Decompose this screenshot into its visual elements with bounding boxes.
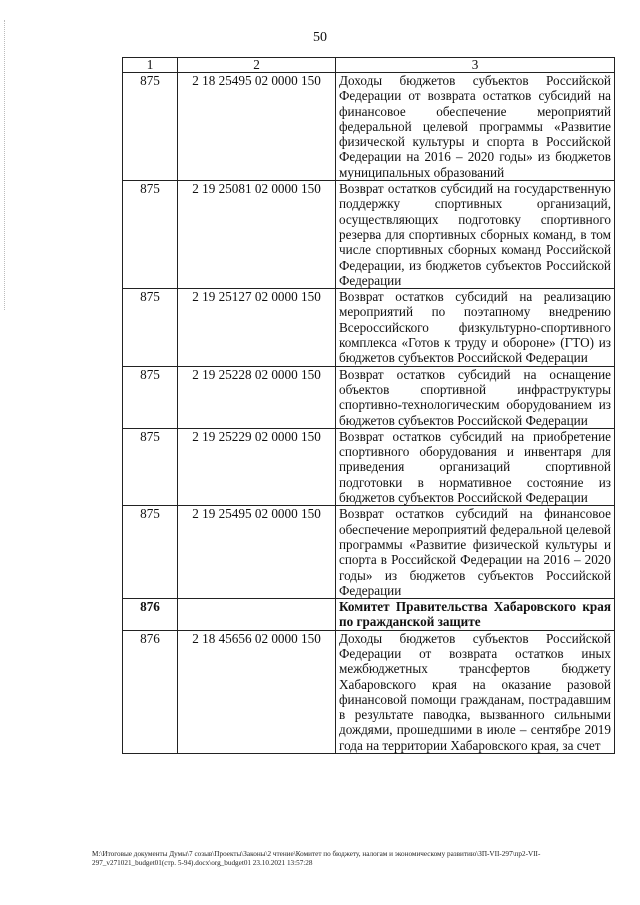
table-row: [123, 506, 615, 599]
admin-code-cell: 875: [123, 289, 178, 366]
page-number: 50: [313, 30, 327, 45]
description-cell: Возврат остатков субсидий на финансовое обеспечение мероприятий федеральной целевой программы «Развитие физической культуры и спорта в Российской Федерации на 2016 – 2020 годы» из бюджетов субъектов Российской Федерации: [336, 506, 615, 599]
admin-code-cell: 875: [123, 181, 178, 289]
budget-code-cell: 2 19 25081 02 0000 150: [178, 181, 336, 289]
description-cell: Доходы бюджетов субъектов Российской Федерации от возврата остатков субсидий на финансовое обеспечение мероприятий федеральной целевой программы «Развитие физической культуры и спорта в Российской Федерации на 2016 – 2020 годы» из бюджетов муниципальных образований: [336, 73, 615, 181]
table-header-row: [123, 58, 615, 73]
table-row: [123, 289, 615, 366]
budget-codes-table: [122, 57, 615, 754]
admin-code-cell: 875: [123, 506, 178, 599]
budget-code-cell: 2 19 25495 02 0000 150: [178, 506, 336, 599]
description-cell: Комитет Правительства Хабаровского края по гражданской защите: [336, 599, 615, 631]
admin-code-cell: 876: [123, 630, 178, 753]
file-path-footer: M:\Итоговые документы Думы\7 созыв\Проекты\Законы\2 чтение\Комитет по бюджету, налогам и экономическому развитию\ЗП-VII-297\пр2-VII-297_v271021_budget01(стр. 5-94).docx\org_budget01 23.10.2021 13:57:28: [92, 850, 541, 867]
table-row: [123, 181, 615, 289]
budget-code-cell: 2 19 25228 02 0000 150: [178, 366, 336, 428]
budget-code-cell: 2 18 45656 02 0000 150: [178, 630, 336, 753]
column-header-3: 3: [336, 58, 615, 73]
budget-code-cell: 2 19 25127 02 0000 150: [178, 289, 336, 366]
table-row: [123, 73, 615, 181]
admin-code-cell: 875: [123, 366, 178, 428]
table-row: [123, 428, 615, 505]
budget-code-cell: 2 19 25229 02 0000 150: [178, 428, 336, 505]
budget-code-cell: 2 18 25495 02 0000 150: [178, 73, 336, 181]
description-cell: Возврат остатков субсидий на государственную поддержку спортивных организаций, осуществляющих подготовку спортивного резерва для спортивных сборных команд, в том числе спортивных сборных команд Российской Федерации, из бюджетов субъектов Российской Федерации: [336, 181, 615, 289]
description-cell: Доходы бюджетов субъектов Российской Федерации от возврата остатков иных межбюджетных трансфертов бюджету Хабаровского края на оказание разовой финансовой помощи гражданам, пострадавшим в результате паводка, вызванного сильными дождями, прошедшими в июле – сентябре 2019 года на территории Хабаровского края, за счет: [336, 630, 615, 753]
budget-code-cell: [178, 599, 336, 631]
table-row: [123, 366, 615, 428]
column-header-2: 2: [178, 58, 336, 73]
description-cell: Возврат остатков субсидий на оснащение объектов спортивной инфраструктуры спортивно-технологическим оборудованием из бюджетов субъектов Российской Федерации: [336, 366, 615, 428]
margin-binding-marks: [4, 20, 9, 310]
admin-code-cell: 875: [123, 73, 178, 181]
table-section-row: [123, 599, 615, 631]
table-row: [123, 630, 615, 753]
description-cell: Возврат остатков субсидий на реализацию мероприятий по поэтапному внедрению Всероссийского физкультурно-спортивного комплекса «Готов к труду и обороне» (ГТО) из бюджетов субъектов Российской Федерации: [336, 289, 615, 366]
admin-code-cell: 876: [123, 599, 178, 631]
column-header-1: 1: [123, 58, 178, 73]
admin-code-cell: 875: [123, 428, 178, 505]
description-cell: Возврат остатков субсидий на приобретение спортивного оборудования и инвентаря для приведения организаций спортивной подготовки в нормативное состояние из бюджетов субъектов Российской Федерации: [336, 428, 615, 505]
